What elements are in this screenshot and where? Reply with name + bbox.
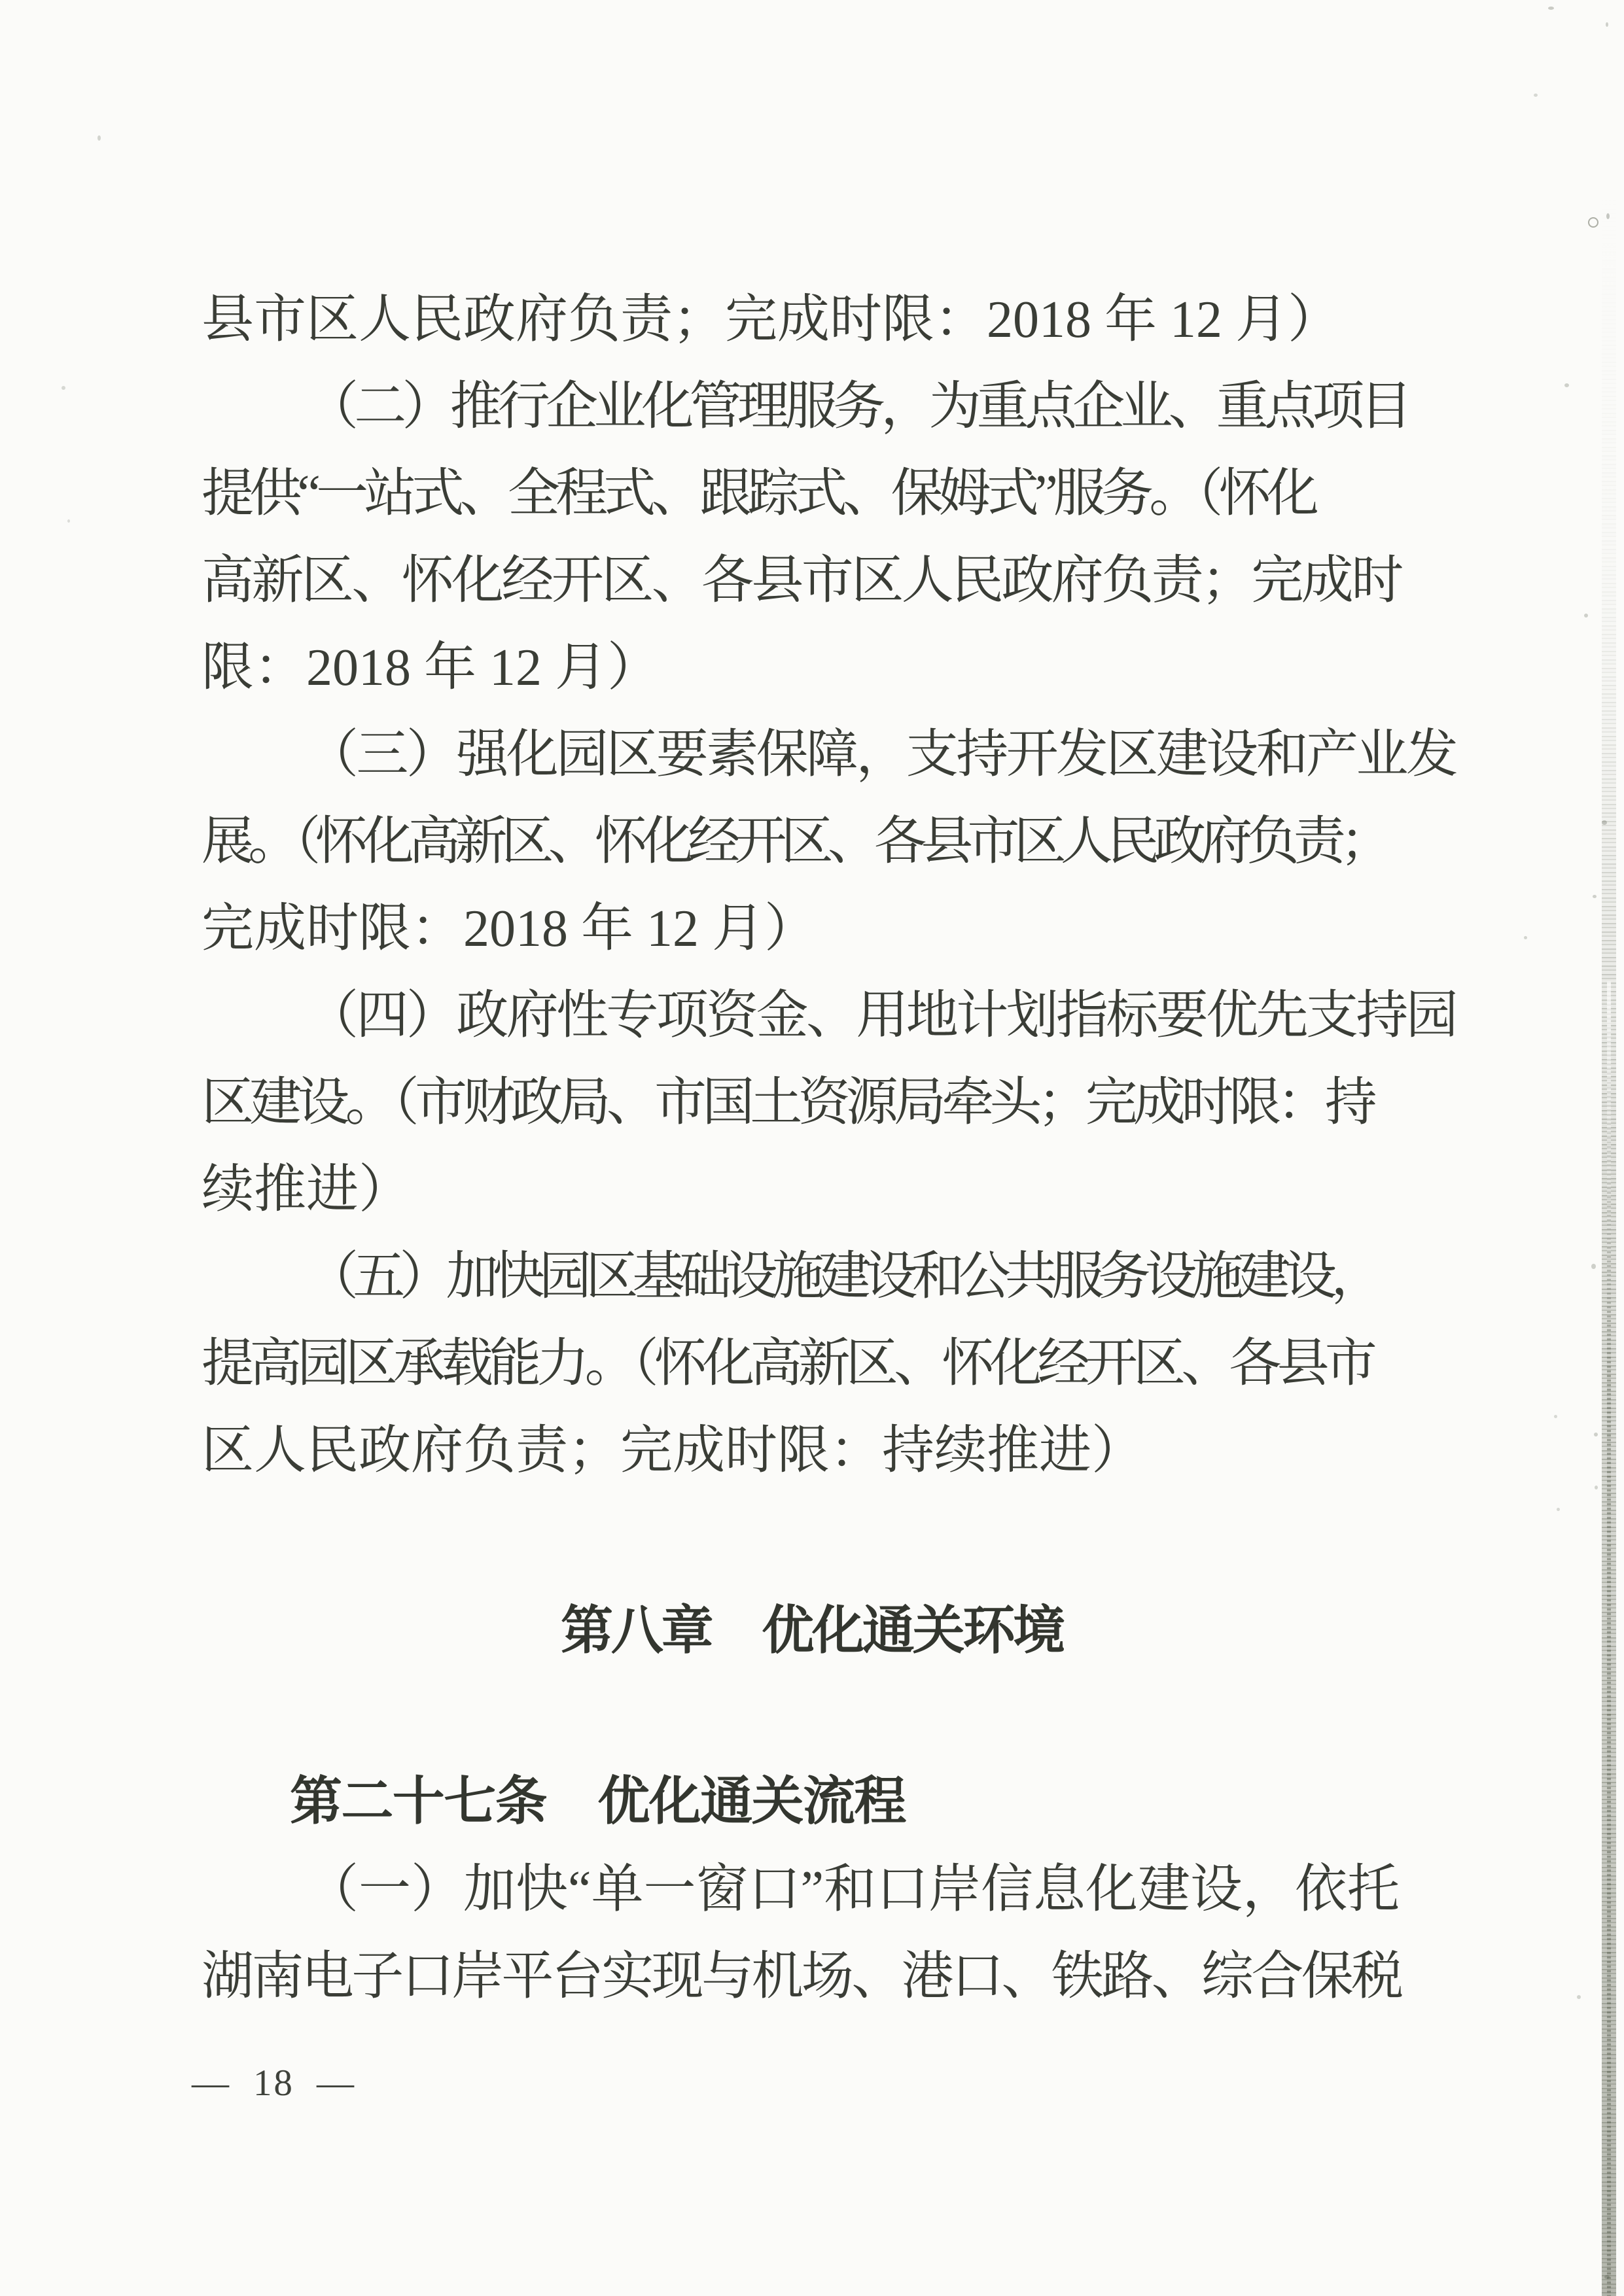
scan-speck [1594, 1433, 1598, 1436]
scan-speck [1584, 614, 1588, 617]
scan-speck [1606, 213, 1610, 219]
tail-text-block [202, 1847, 1428, 2021]
text-line: 提供“一站式、全程式、跟踪式、保姆式”服务。（怀化 [202, 465, 1315, 523]
text-line: （二）推行企业化管理服务，为重点企业、重点项目 [306, 378, 1408, 436]
scan-speck [1577, 1995, 1581, 1999]
text-line: 限：2018 年 12 月） [202, 639, 660, 697]
text-line: 高新区、怀化经开区、各县市区人民政府负责；完成时 [202, 552, 1402, 610]
scan-speck [1564, 383, 1569, 387]
text-line: 提高园区承载能力。（怀化高新区、怀化经开区、各县市 [202, 1335, 1373, 1393]
scan-edge-streak [1607, 981, 1611, 2296]
body-text-block [202, 277, 1456, 1495]
chapter-heading: 第八章 优化通关环境 [561, 1601, 1063, 1660]
scan-speck [1606, 22, 1608, 27]
text-line: 区建设。（市财政局、市国土资源局牵头；完成时限：持 [202, 1074, 1373, 1132]
scan-speck [1595, 1486, 1598, 1489]
scan-speck [67, 519, 70, 523]
text-line: （一）加快“单一窗口”和口岸信息化建设，依托 [306, 1861, 1400, 1919]
scan-speck [1557, 1508, 1560, 1511]
scan-speck [1593, 895, 1597, 898]
text-line: （四）政府性专项资金、用地计划指标要优先支持园 [306, 987, 1456, 1045]
scan-speck [1554, 1415, 1557, 1418]
text-line: 县市区人民政府负责；完成时限：2018 年 12 月） [202, 291, 1340, 349]
scan-speck [1591, 1264, 1596, 1269]
text-line: （三）强化园区要素保障，支持开发区建设和产业发 [306, 726, 1456, 784]
text-line: 区人民政府负责；完成时限：持续推进） [202, 1422, 1144, 1480]
scan-speck [1548, 7, 1554, 10]
scan-speck [97, 135, 101, 141]
scan-speck [1588, 217, 1598, 228]
scan-speck [1602, 820, 1607, 825]
scan-speck [1604, 2275, 1610, 2279]
scan-speck [62, 386, 65, 390]
article-heading: 第二十七条 优化通关流程 [290, 1772, 906, 1830]
scan-speck [1534, 94, 1538, 97]
text-line: 展。（怀化高新区、怀化经开区、各县市区人民政府负责； [202, 813, 1387, 871]
text-line: 完成时限：2018 年 12 月） [202, 900, 817, 958]
text-line: 湖南电子口岸平台实现与机场、港口、铁路、综合保税 [202, 1948, 1402, 2006]
text-line: （五）加快园区基础设施建设和公共服务设施建设， [306, 1248, 1378, 1306]
text-line: 续推进） [202, 1161, 411, 1219]
page-number: — 18 — [192, 2062, 356, 2104]
scan-speck [1524, 936, 1527, 939]
